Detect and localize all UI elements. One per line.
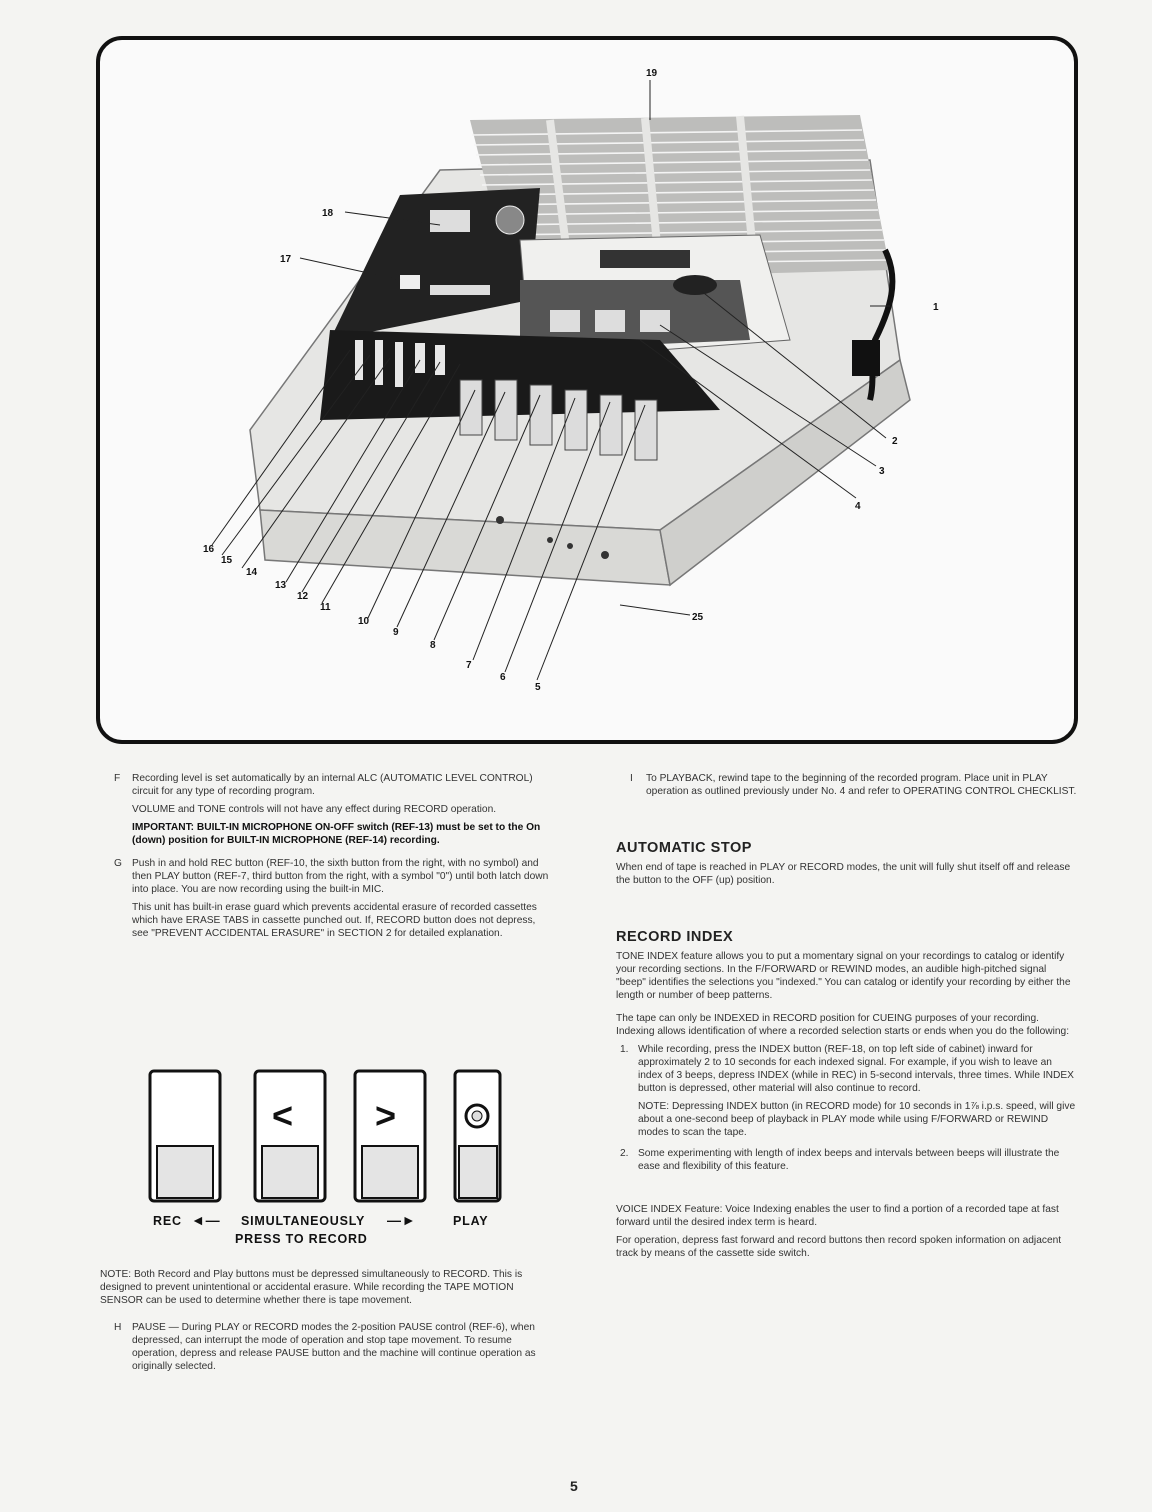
callout-9: 9	[393, 627, 399, 638]
callout-18: 18	[322, 208, 334, 219]
product-photo	[96, 36, 1078, 744]
rec-play-switch-figure	[125, 1066, 505, 1246]
callout-4: 4	[855, 501, 861, 512]
automatic-stop-text: When end of tape is reached in PLAY or RECORD modes, the unit will fully shut itself off and release the button to the OFF (up) position.	[616, 862, 1071, 886]
automatic-stop-heading: AUTOMATIC STOP	[616, 840, 752, 856]
callout-13: 13	[275, 580, 287, 591]
step-h-marker: H	[114, 1322, 122, 1333]
step-f-marker: F	[114, 773, 121, 784]
voice-index-text-2: For operation, depress fast forward and record buttons then record spoken information on adjacent track by means of the cassette side switch.	[616, 1235, 1062, 1259]
fig-simultaneously-label: SIMULTANEOUSLY	[241, 1214, 366, 1228]
callout-14: 14	[246, 567, 258, 578]
important-note: IMPORTANT: BUILT-IN MICROPHONE ON-OFF switch (REF-13) must be set to the On (down) position for BUILT-IN MICROPHONE (REF-14) recording.	[132, 822, 541, 846]
arrow-left-icon: ◄—	[191, 1212, 221, 1228]
step-g-text-2: This unit has built-in erase guard which prevents accidental erasure of recorded cassettes which have ERASE TABS in cassette punched out. If, RECORD button does not depress, see "PREVENT ACCIDENTAL ERASURE" in SECTION 2 for detailed explanation.	[132, 902, 537, 939]
arrow-right-icon: —►	[387, 1212, 417, 1228]
item-2-text: Some experimenting with length of index beeps and intervals between beeps will illustrate the ease and flexibility of this feature.	[638, 1148, 1060, 1172]
callout-5: 5	[535, 682, 541, 693]
fig-press-to-record: PRESS TO RECORD	[235, 1232, 368, 1246]
step-h-text: PAUSE — During PLAY or RECORD modes the 2-position PAUSE control (REF-6), when depressed, can interrupt the mode of operation and stop tape movement. To resume operation, depress and release PAUSE button and the machine will continue operation as originally selected.	[132, 1322, 536, 1372]
callout-15: 15	[221, 555, 233, 566]
callout-6: 6	[500, 672, 506, 683]
svg-text:>: >	[375, 1095, 397, 1136]
callout-7: 7	[466, 660, 472, 671]
switch-illustration	[125, 1066, 505, 1206]
callout-16: 16	[203, 544, 215, 555]
svg-text:<: <	[272, 1095, 294, 1136]
callout-11: 11	[320, 602, 331, 613]
right-column	[616, 772, 1078, 1265]
step-f-text: Recording level is set automatically by an internal ALC (AUTOMATIC LEVEL CONTROL) circuit for any type of recording program.	[132, 773, 533, 797]
step-g-text: Push in and hold REC button (REF-10, the sixth button from the right, with no symbol) and then PLAY button (REF-7, third button from the right, with a symbol "0") until both latch down into place. You are now recording using the built-in MIC.	[132, 858, 549, 895]
cassette-recorder-illustration	[100, 40, 1074, 740]
page-number: 5	[570, 1478, 578, 1494]
callout-12: 12	[297, 591, 309, 602]
callout-10: 10	[358, 616, 370, 627]
step-i-marker: I	[630, 773, 633, 784]
record-index-text-2: The tape can only be INDEXED in RECORD position for CUEING purposes of your recording. Indexing allows identification of where a recorded selection starts or ends when you do the following:	[616, 1013, 1070, 1037]
left-column	[100, 772, 552, 945]
fig-play-label: PLAY	[453, 1214, 489, 1228]
step-f-text-2: VOLUME and TONE controls will not have any effect during RECORD operation.	[132, 804, 497, 815]
callout-25: 25	[692, 612, 704, 623]
fig-rec-label: REC	[153, 1214, 182, 1228]
callout-1: 1	[933, 302, 939, 313]
item-1-text: While recording, press the INDEX button (REF-18, on top left side of cabinet) inward for approximately 2 to 10 seconds for each indexed signal. For example, if you wish to leave an index of 3 beeps, depress INDEX (while in REC) in 5-second intervals, three times. While INDEX button is depressed, other material will also continue to record.	[638, 1044, 1074, 1094]
callout-17: 17	[280, 254, 292, 265]
callout-3: 3	[879, 466, 885, 477]
item-2-number: 2.	[620, 1148, 629, 1159]
record-index-text-1: TONE INDEX feature allows you to put a momentary signal on your recordings to catalog or identify your recording sections. In the F/FORWARD or REWIND modes, an audible high-pitched signal "beep" identifies the selections you "indexed." You can catalog or identify your recording by either the length or number of beep patterns.	[616, 951, 1071, 1001]
step-i-text: To PLAYBACK, rewind tape to the beginning of the recorded program. Place unit in PLAY operation as outlined previously under No. 4 and refer to OPERATING CONTROL CHECKLIST.	[646, 773, 1077, 797]
item-1-note: NOTE: Depressing INDEX button (in RECORD mode) for 10 seconds in 1⅞ i.p.s. speed, will give about a one-second beep of playback in PLAY mode while using F/FORWARD or REWIND modes to scan the tape.	[638, 1101, 1076, 1138]
step-g-marker: G	[114, 858, 122, 869]
item-1-number: 1.	[620, 1044, 629, 1055]
left-column-lower	[100, 1268, 552, 1378]
record-index-heading: RECORD INDEX	[616, 929, 734, 945]
voice-index-text: VOICE INDEX Feature: Voice Indexing enables the user to find a portion of a recorded tape at fast forward until the desired index term is heard.	[616, 1204, 1059, 1228]
callout-8: 8	[430, 640, 436, 651]
record-play-note: NOTE: Both Record and Play buttons must be depressed simultaneously to RECORD. This is designed to prevent unintentional or accidental erasure. While recording the TAPE MOTION SENSOR can be used to determine whether there is tape movement.	[100, 1269, 523, 1306]
callout-19: 19	[646, 68, 658, 79]
callout-2: 2	[892, 436, 898, 447]
